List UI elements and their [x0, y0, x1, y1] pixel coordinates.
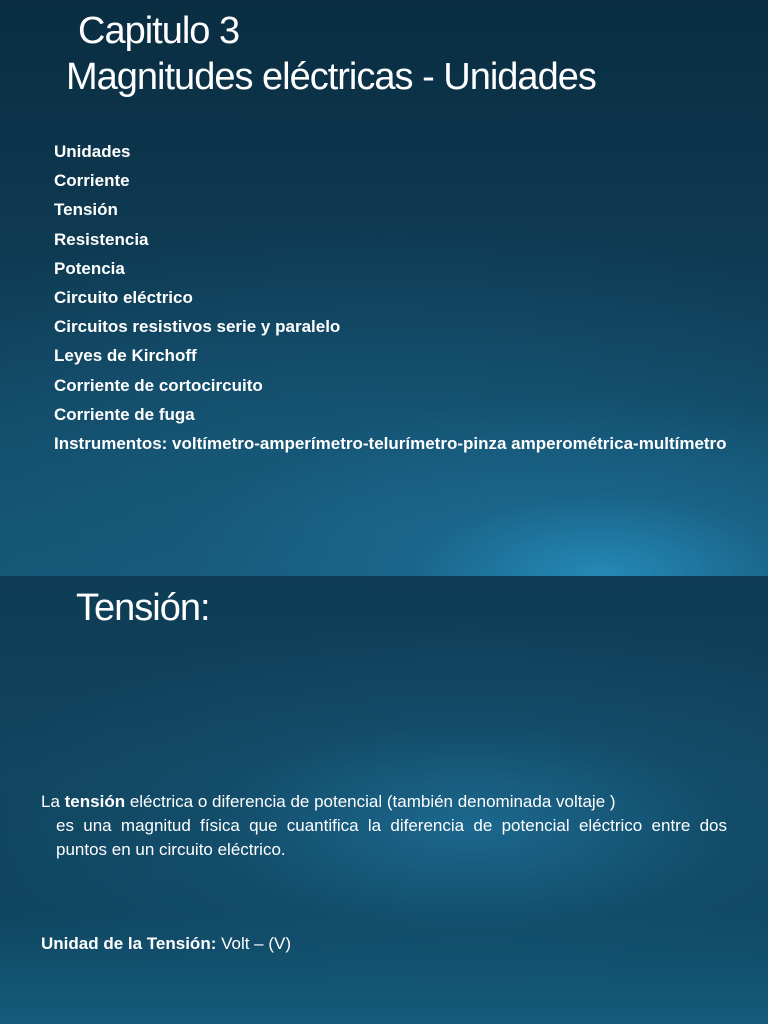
title-line-subject: Magnitudes eléctricas - Unidades — [66, 56, 596, 98]
list-item: Potencia — [54, 258, 125, 278]
paragraph-text: eléctrica o diferencia de potencial (también denominada voltaje ) — [125, 792, 616, 811]
unit-line — [41, 932, 291, 956]
list-item: Tensión — [54, 200, 118, 220]
title-line-chapter: Capitulo 3 — [78, 10, 240, 52]
unit-label: Unidad de la Tensión: — [41, 934, 217, 953]
slide-title — [66, 8, 596, 100]
slide-title: Tensión: — [76, 587, 210, 629]
list-item: Instrumentos: voltímetro-amperímetro-telurímetro-pinza amperométrica-multímetro — [54, 434, 727, 454]
unit-value: Volt – (V) — [216, 934, 292, 953]
list-item: Circuitos resistivos serie y paralelo — [54, 317, 341, 337]
list-item: Resistencia — [54, 229, 149, 249]
paragraph-lead: La — [41, 792, 65, 811]
list-item: Corriente de cortocircuito — [54, 375, 263, 395]
list-item: Unidades — [54, 142, 131, 161]
list-item: Corriente — [54, 171, 130, 191]
list-item: Corriente de fuga — [54, 404, 195, 424]
paragraph-term: tensión — [64, 792, 126, 811]
topic-list — [54, 137, 744, 453]
list-item: Circuito eléctrico — [54, 288, 193, 308]
list-item: Leyes de Kirchoff — [54, 346, 197, 366]
paragraph-continuation: es una magnitud física que cuantifica la diferencia de potencial eléctrico entre dos puntos en un circuito eléctrico. — [56, 816, 727, 859]
slide-2 — [0, 576, 768, 1024]
definition-paragraph — [41, 790, 727, 862]
